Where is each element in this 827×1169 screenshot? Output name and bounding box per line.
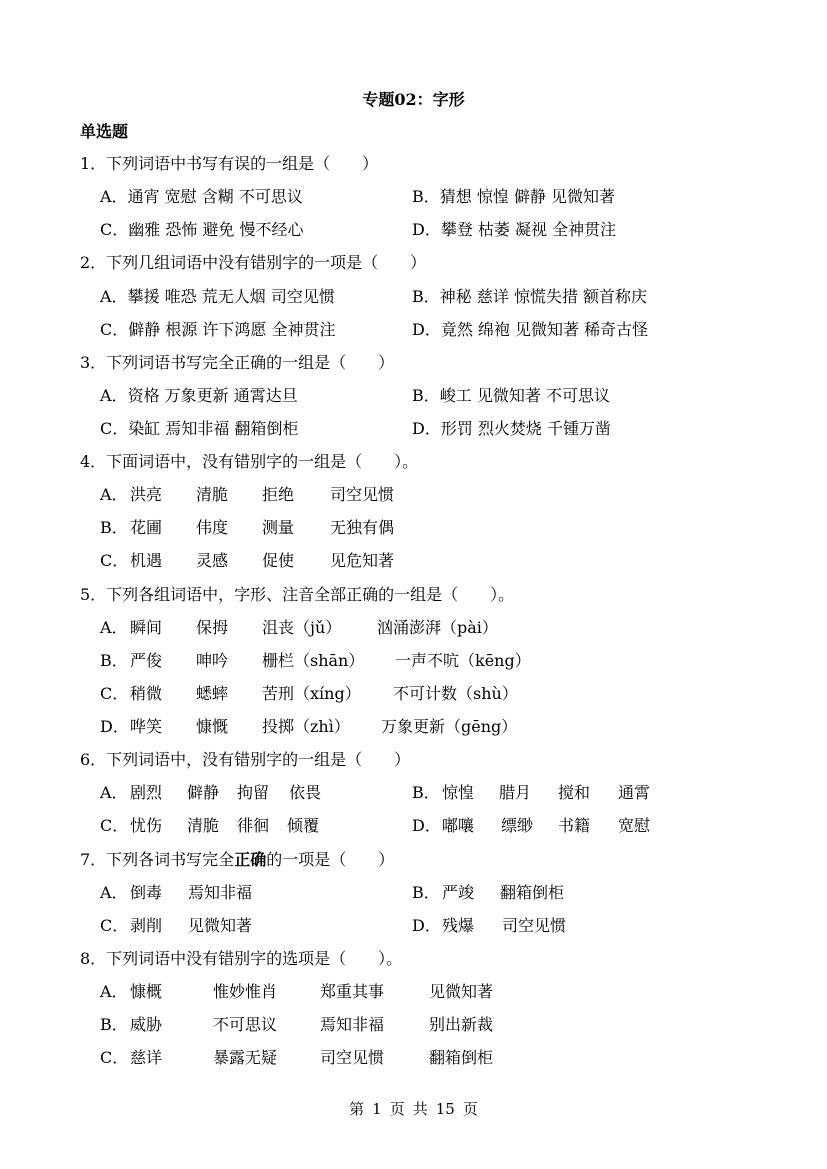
- option-word: 残爆: [442, 916, 475, 935]
- q6-option-c[interactable]: [100, 813, 128, 836]
- option-text: 通宵 宽慰 含糊 不可思议: [127, 187, 303, 206]
- option-word: 司空见惯: [320, 1048, 385, 1067]
- option-label: B．: [100, 1015, 128, 1034]
- option-word: 郑重其事: [320, 982, 385, 1001]
- option-word: 缥缈: [501, 816, 534, 835]
- option-word: 宽慰: [618, 816, 651, 835]
- option-word: 忧伤: [130, 816, 163, 835]
- q3-option-c[interactable]: [100, 416, 298, 439]
- option-word: 汹涌澎湃（pài）: [377, 618, 498, 637]
- option-word: 万象更新（gēng）: [381, 717, 518, 736]
- footer-text: 页: [389, 1100, 405, 1118]
- q7-option-c[interactable]: [100, 913, 128, 936]
- option-label: A．: [100, 618, 128, 637]
- option-word: 通霄: [618, 783, 651, 802]
- stem-emphasis: 正确: [234, 850, 267, 869]
- option-label: A．: [100, 883, 128, 902]
- option-label: A．: [100, 187, 128, 206]
- page-number: 1: [372, 1100, 382, 1118]
- option-word: 别出新裁: [429, 1015, 494, 1034]
- page-footer: [0, 1098, 827, 1119]
- option-label: A．: [100, 485, 128, 504]
- option-word: 嘟嚷: [442, 816, 475, 835]
- option-word: 书籍: [558, 816, 591, 835]
- option-label: D．: [100, 717, 129, 736]
- option-label: A．: [100, 287, 128, 306]
- option-word: 翻箱倒柜: [429, 1048, 494, 1067]
- q1-option-b[interactable]: [412, 184, 615, 207]
- q5-option-a-words: [130, 615, 498, 638]
- option-word: 不可计数（shù）: [393, 684, 518, 703]
- q7-option-a-words: [130, 880, 252, 903]
- option-text: 染缸 焉知非福 翻箱倒柜: [128, 419, 299, 438]
- q5-option-d-words: [130, 714, 517, 737]
- section-heading: 单选题: [80, 122, 129, 141]
- option-word: 焉知非福: [188, 883, 253, 902]
- option-label: C．: [100, 816, 129, 835]
- option-text: 攀登 枯萎 凝视 全神贯注: [440, 220, 617, 239]
- q5-option-c[interactable]: [100, 681, 128, 704]
- q8-option-c[interactable]: [100, 1045, 128, 1068]
- q5-option-c-words: [130, 681, 518, 704]
- option-word: 严俊: [130, 651, 163, 670]
- q8-option-a-words: [130, 979, 493, 1002]
- option-label: B．: [412, 386, 440, 405]
- q5-option-a[interactable]: [100, 615, 128, 638]
- option-word: 蟋蟀: [196, 684, 229, 703]
- option-word: 严竣: [442, 883, 475, 902]
- option-word: 投掷（zhì）: [262, 717, 350, 736]
- question-4-stem: 4．下面词语中，没有错别字的一组是（ ）。: [80, 452, 419, 471]
- option-label: B．: [412, 783, 440, 802]
- q2-option-a[interactable]: [100, 284, 335, 307]
- option-word: 不可思议: [213, 1015, 278, 1034]
- option-word: 栅栏（shān）: [262, 651, 365, 670]
- option-word: 拒绝: [262, 485, 295, 504]
- option-word: 慈详: [130, 1048, 163, 1067]
- option-text: 猜想 惊惶 僻静 见微知著: [439, 187, 616, 206]
- option-label: A．: [100, 386, 128, 405]
- option-word: 搅和: [558, 783, 591, 802]
- option-word: 僻静: [187, 783, 220, 802]
- option-label: A．: [100, 982, 128, 1001]
- option-word: 见微知著: [429, 982, 494, 1001]
- q2-option-b[interactable]: [412, 284, 647, 307]
- option-word: 保拇: [196, 618, 229, 637]
- option-word: 惊惶: [442, 783, 475, 802]
- option-label: B．: [100, 518, 128, 537]
- q7-option-a[interactable]: [100, 880, 128, 903]
- footer-text: 页: [462, 1100, 478, 1118]
- q4-option-b-words: [130, 515, 394, 538]
- option-word: 焉知非福: [320, 1015, 385, 1034]
- q2-option-d[interactable]: [412, 317, 648, 340]
- option-word: 惟妙惟肖: [213, 982, 278, 1001]
- option-label: D．: [412, 816, 441, 835]
- option-label: D．: [412, 916, 441, 935]
- q4-option-c-words: [130, 548, 394, 571]
- option-word: 花圃: [130, 518, 163, 537]
- footer-text: 第: [349, 1100, 365, 1118]
- option-label: A．: [100, 783, 128, 802]
- option-word: 剥削: [130, 916, 163, 935]
- option-label: C．: [100, 220, 129, 239]
- option-word: 慷概: [130, 982, 163, 1001]
- option-word: 一声不吭（kēng）: [395, 651, 531, 670]
- option-text: 峻工 见微知著 不可思议: [439, 386, 610, 405]
- q7-option-b[interactable]: [412, 880, 440, 903]
- q3-option-b[interactable]: [412, 383, 610, 406]
- q4-option-b[interactable]: [100, 515, 128, 538]
- q6-option-a-words: [130, 780, 321, 803]
- option-word: 司空见惯: [330, 485, 395, 504]
- q7-option-c-words: [130, 913, 252, 936]
- option-word: 清脆: [187, 816, 220, 835]
- option-word: 慷慨: [196, 717, 229, 736]
- option-text: 形罚 烈火焚烧 千锺万凿: [440, 419, 612, 438]
- option-word: 威胁: [130, 1015, 163, 1034]
- option-label: C．: [100, 684, 129, 703]
- option-word: 依畏: [289, 783, 322, 802]
- option-word: 腊月: [499, 783, 532, 802]
- option-word: 苦刑（xíng）: [262, 684, 361, 703]
- q4-option-c[interactable]: [100, 548, 128, 571]
- option-word: 司空见惯: [502, 916, 567, 935]
- option-word: 灵感: [196, 551, 229, 570]
- option-text: 幽雅 恐怖 避免 慢不经心: [128, 220, 304, 239]
- option-word: 倒毒: [130, 883, 163, 902]
- option-label: C．: [100, 916, 129, 935]
- footer-text: 共: [412, 1100, 428, 1118]
- option-label: C．: [100, 320, 129, 339]
- q3-option-d[interactable]: [412, 416, 611, 439]
- option-word: 拘留: [237, 783, 270, 802]
- q4-option-a-words: [130, 482, 394, 505]
- option-text: 竟然 绵袍 见微知著 稀奇古怪: [440, 320, 649, 339]
- question-8-stem: 8．下列词语中没有错别字的选项是（ ）。: [80, 949, 403, 968]
- q8-option-b[interactable]: [100, 1012, 128, 1035]
- page-title: 专题02：字形: [362, 90, 465, 109]
- q8-option-a[interactable]: [100, 979, 128, 1002]
- option-word: 沮丧（jǔ）: [262, 618, 342, 637]
- option-word: 哗笑: [130, 717, 163, 736]
- question-7-stem: [80, 847, 394, 870]
- option-label: C．: [100, 1048, 129, 1067]
- q1-option-c[interactable]: [100, 217, 304, 240]
- q5-option-d[interactable]: [100, 714, 129, 737]
- option-text: 神秘 慈详 惊慌失措 额首称庆: [439, 287, 648, 306]
- stem-text: 7．下列各词书写完全: [80, 850, 235, 869]
- option-word: 洪亮: [130, 485, 163, 504]
- option-word: 见微知著: [188, 916, 253, 935]
- q6-option-d-words: [442, 813, 650, 836]
- option-word: 倾覆: [287, 816, 320, 835]
- q6-option-b[interactable]: [412, 780, 440, 803]
- question-2-stem: 2．下列几组词语中没有错别字的一项是（ ）: [80, 253, 427, 272]
- q6-option-b-words: [442, 780, 650, 803]
- option-word: 瞬间: [130, 618, 163, 637]
- option-text: 攀援 唯恐 荒无人烟 司空见惯: [127, 287, 335, 306]
- option-text: 资格 万象更新 通霄达旦: [127, 386, 298, 405]
- question-1-stem: 1．下列词语中书写有误的一组是（ ）: [80, 154, 379, 173]
- q8-option-c-words: [130, 1045, 493, 1068]
- option-label: B．: [412, 187, 440, 206]
- q5-option-b[interactable]: [100, 648, 128, 671]
- option-word: 见危知著: [330, 551, 395, 570]
- option-label: B．: [100, 651, 128, 670]
- option-word: 测量: [262, 518, 295, 537]
- option-label: C．: [100, 551, 129, 570]
- option-label: C．: [100, 419, 129, 438]
- question-3-stem: 3．下列词语书写完全正确的一组是（ ）: [80, 353, 395, 372]
- option-word: 促使: [262, 551, 295, 570]
- q6-option-c-words: [130, 813, 319, 836]
- option-word: 清脆: [196, 485, 229, 504]
- q5-option-b-words: [130, 648, 531, 671]
- option-word: 呻吟: [196, 651, 229, 670]
- option-label: D．: [412, 320, 441, 339]
- q2-option-c[interactable]: [100, 317, 336, 340]
- option-label: D．: [412, 220, 441, 239]
- q7-option-d-words: [442, 913, 566, 936]
- option-word: 伟度: [196, 518, 229, 537]
- option-word: 稍微: [130, 684, 163, 703]
- option-label: B．: [412, 287, 440, 306]
- total-pages: 15: [435, 1100, 455, 1118]
- q1-option-a[interactable]: [100, 184, 303, 207]
- q7-option-d[interactable]: [412, 913, 441, 936]
- option-word: 翻箱倒柜: [500, 883, 565, 902]
- option-word: 机遇: [130, 551, 163, 570]
- q6-option-a[interactable]: [100, 780, 128, 803]
- q6-option-d[interactable]: [412, 813, 441, 836]
- q8-option-b-words: [130, 1012, 493, 1035]
- option-text: 僻静 根源 许下鸿愿 全神贯注: [128, 320, 336, 339]
- question-6-stem: 6．下列词语中，没有错别字的一组是（ ）: [80, 750, 411, 769]
- q1-option-d[interactable]: [412, 217, 616, 240]
- q3-option-a[interactable]: [100, 383, 298, 406]
- option-word: 徘徊: [237, 816, 270, 835]
- question-5-stem: 5．下列各组词语中，字形、注音全部正确的一组是（ ）。: [80, 585, 515, 604]
- option-label: B．: [412, 883, 440, 902]
- option-word: 无独有偶: [330, 518, 395, 537]
- q7-option-b-words: [442, 880, 564, 903]
- stem-text: 的一项是（ ）: [266, 850, 395, 869]
- option-label: D．: [412, 419, 441, 438]
- option-word: 剧烈: [130, 783, 163, 802]
- option-word: 暴露无疑: [213, 1048, 278, 1067]
